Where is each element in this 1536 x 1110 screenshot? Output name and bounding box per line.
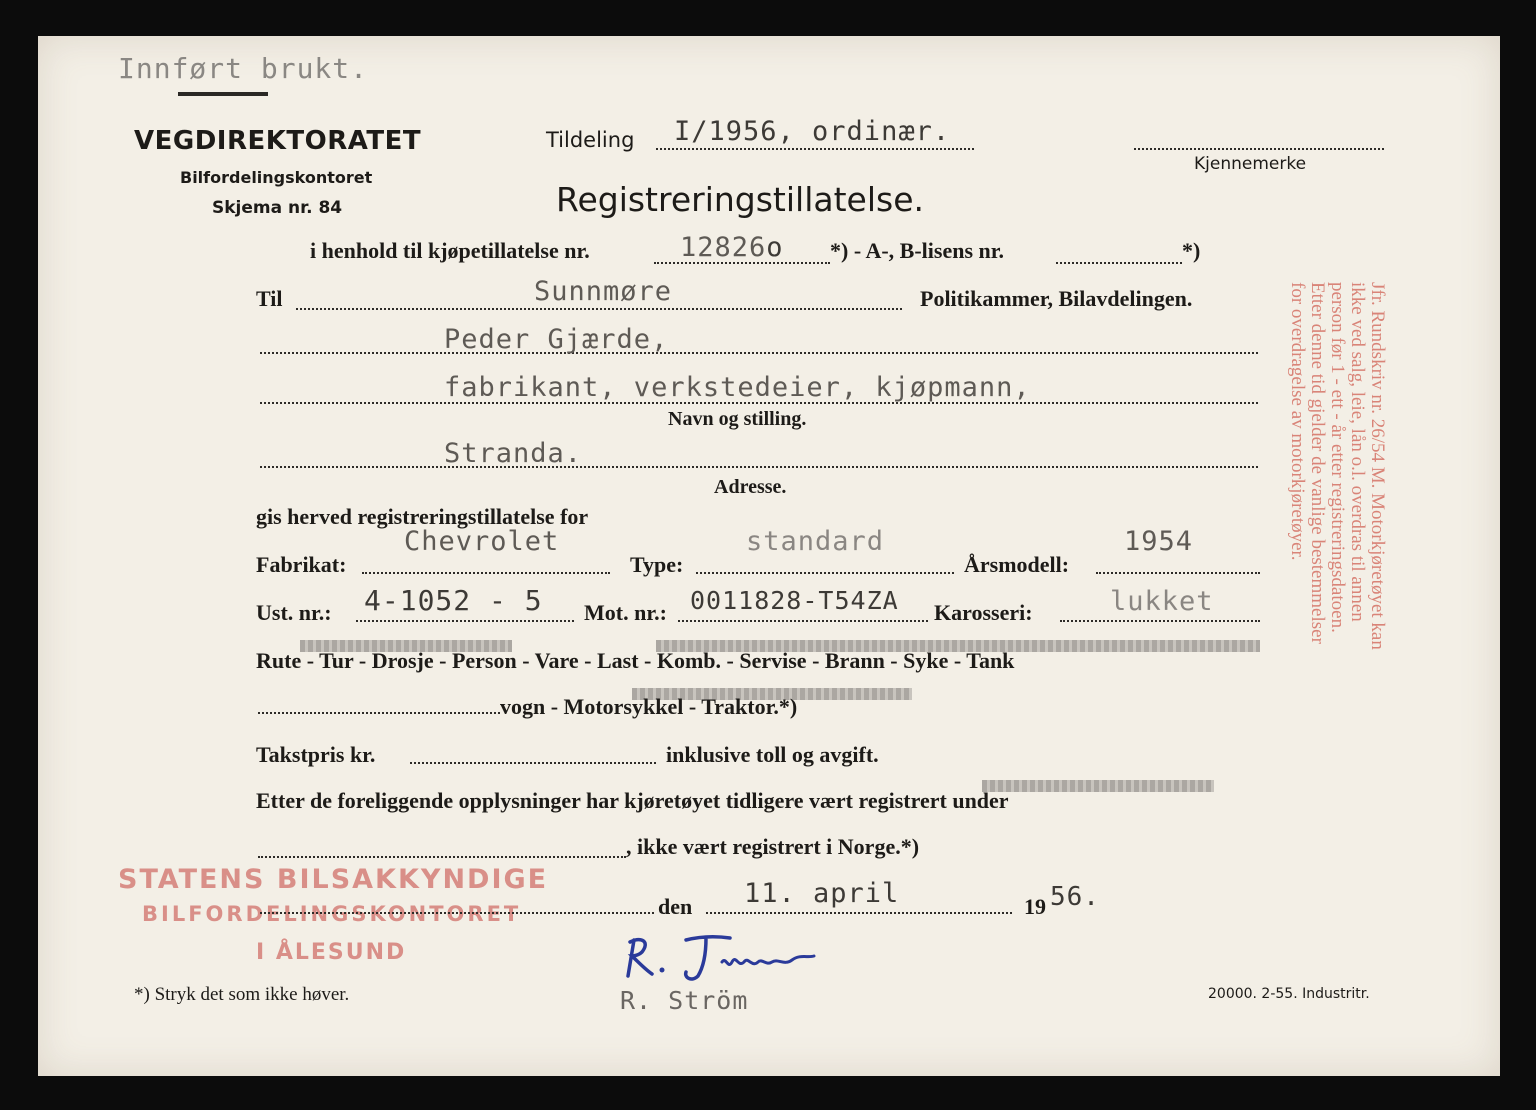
form-sheet xyxy=(38,36,1500,1076)
signatory-name: R. Ström xyxy=(620,986,749,1015)
fabrikat-label: Fabrikat: xyxy=(256,552,347,577)
side-note-line-4: Etter denne tid gjelder de vanlige bestemmelser xyxy=(1307,282,1328,644)
side-note-line-5: for overdragelse av motorkjøretøyer. xyxy=(1287,282,1308,561)
handwritten-signature xyxy=(620,932,820,988)
vogn-prefix-line xyxy=(258,712,500,714)
vogn-line: vogn - Motorsykkel - Traktor.*) xyxy=(500,694,798,719)
type-line xyxy=(696,572,954,574)
takstpris-line xyxy=(410,762,656,764)
den-label: den xyxy=(658,894,693,919)
date-value: 11. april xyxy=(744,878,900,909)
printer-note: 20000. 2-55. Industritr. xyxy=(1208,986,1370,1002)
ust-line xyxy=(356,620,574,622)
kjennemerke-line xyxy=(1134,148,1384,150)
place-line xyxy=(260,912,654,914)
karosseri-line xyxy=(1060,620,1260,622)
ust-value: 4-1052 - 5 xyxy=(364,584,543,617)
strike-registrert-under xyxy=(982,780,1214,792)
name-value: Peder Gjærde, xyxy=(444,324,669,355)
side-note-line-2: ikke ved salg, leie, lån o.l. overdras til annen xyxy=(1347,282,1368,622)
takstpris-suffix: inklusive toll og avgift. xyxy=(666,742,879,767)
stamp-line-2: BILFORDELINGSKONTORET xyxy=(142,902,522,926)
karosseri-label: Karosseri: xyxy=(934,600,1033,625)
til-value: Sunnmøre xyxy=(534,276,673,307)
til-label: Til xyxy=(256,286,283,311)
tildeling-line xyxy=(656,148,974,150)
kjennemerke-label: Kjennemerke xyxy=(1194,154,1307,174)
date-line xyxy=(706,912,1012,914)
address-value: Stranda. xyxy=(444,438,583,469)
b-lisens-line xyxy=(1056,262,1182,264)
org-name: VEGDIREKTORATET xyxy=(134,126,422,156)
mot-label: Mot. nr.: xyxy=(584,600,667,625)
year-prefix: 19 xyxy=(1024,894,1046,919)
vehicle-intro: gis herved registreringstillatelse for xyxy=(256,504,589,529)
ref-mid: *) - A-, B-lisens nr. xyxy=(830,238,1004,263)
form-number: Skjema nr. 84 xyxy=(212,198,343,218)
org-subtitle: Bilfordelingskontoret xyxy=(180,168,373,187)
til-line xyxy=(296,308,902,310)
corner-underline xyxy=(178,92,268,96)
mot-value: 0011828-T54ZA xyxy=(690,586,899,615)
year-suffix: 56. xyxy=(1050,882,1100,912)
karosseri-value: lukket xyxy=(1110,586,1214,617)
tildeling-label: Tildeling xyxy=(546,128,635,152)
fabrikat-value: Chevrolet xyxy=(404,526,560,557)
type-value: standard xyxy=(746,526,885,557)
ref-prefix: i henhold til kjøpetillatelse nr. xyxy=(310,238,590,263)
ust-label: Ust. nr.: xyxy=(256,600,332,625)
name-line xyxy=(260,352,1258,354)
address-line xyxy=(260,466,1258,468)
history-line: Etter de foreliggende opplysninger har kjøretøyet tidligere vært registrert under xyxy=(256,788,1009,813)
corner-note: Innført brukt. xyxy=(118,52,369,85)
tildeling-value: I/1956, ordinær. xyxy=(674,116,951,147)
kjop-nr-value: 12826o xyxy=(680,232,784,263)
page-title: Registreringstillatelse. xyxy=(556,180,924,219)
side-note-line-3: person før 1 - ett - år etter registreringsdatoen. xyxy=(1327,282,1348,633)
takstpris-label: Takstpris kr. xyxy=(256,742,376,767)
footnote: *) Stryk det som ikke høver. xyxy=(134,984,350,1005)
arsmodell-value: 1954 xyxy=(1124,526,1194,557)
address-caption: Adresse. xyxy=(714,476,787,498)
occupation-value: fabrikant, verkstedeier, kjøpmann, xyxy=(444,372,1031,403)
fabrikat-line xyxy=(362,572,610,574)
not-registered-text: , ikke vært registrert i Norge.*) xyxy=(626,834,920,859)
ref-end: *) xyxy=(1182,238,1201,263)
stamp-line-1: STATENS BILSAKKYNDIGE xyxy=(118,864,549,895)
til-suffix: Politikammer, Bilavdelingen. xyxy=(920,286,1193,311)
type-label: Type: xyxy=(630,552,684,577)
not-registered-line xyxy=(258,856,626,858)
arsmodell-line xyxy=(1096,572,1260,574)
stamp-line-3: I ÅLESUND xyxy=(256,940,407,965)
arsmodell-label: Årsmodell: xyxy=(964,552,1070,577)
categories-line: Rute - Tur - Drosje - Person - Vare - Last - Komb. - Servise - Brann - Syke - Tank xyxy=(256,648,1015,673)
mot-line xyxy=(678,620,928,622)
side-note xyxy=(1287,282,1392,922)
side-note-line-1: Jfr. Rundskriv nr. 26/54 M. Motorkjøretøyet kan xyxy=(1367,282,1388,650)
name-caption: Navn og stilling. xyxy=(668,408,807,430)
